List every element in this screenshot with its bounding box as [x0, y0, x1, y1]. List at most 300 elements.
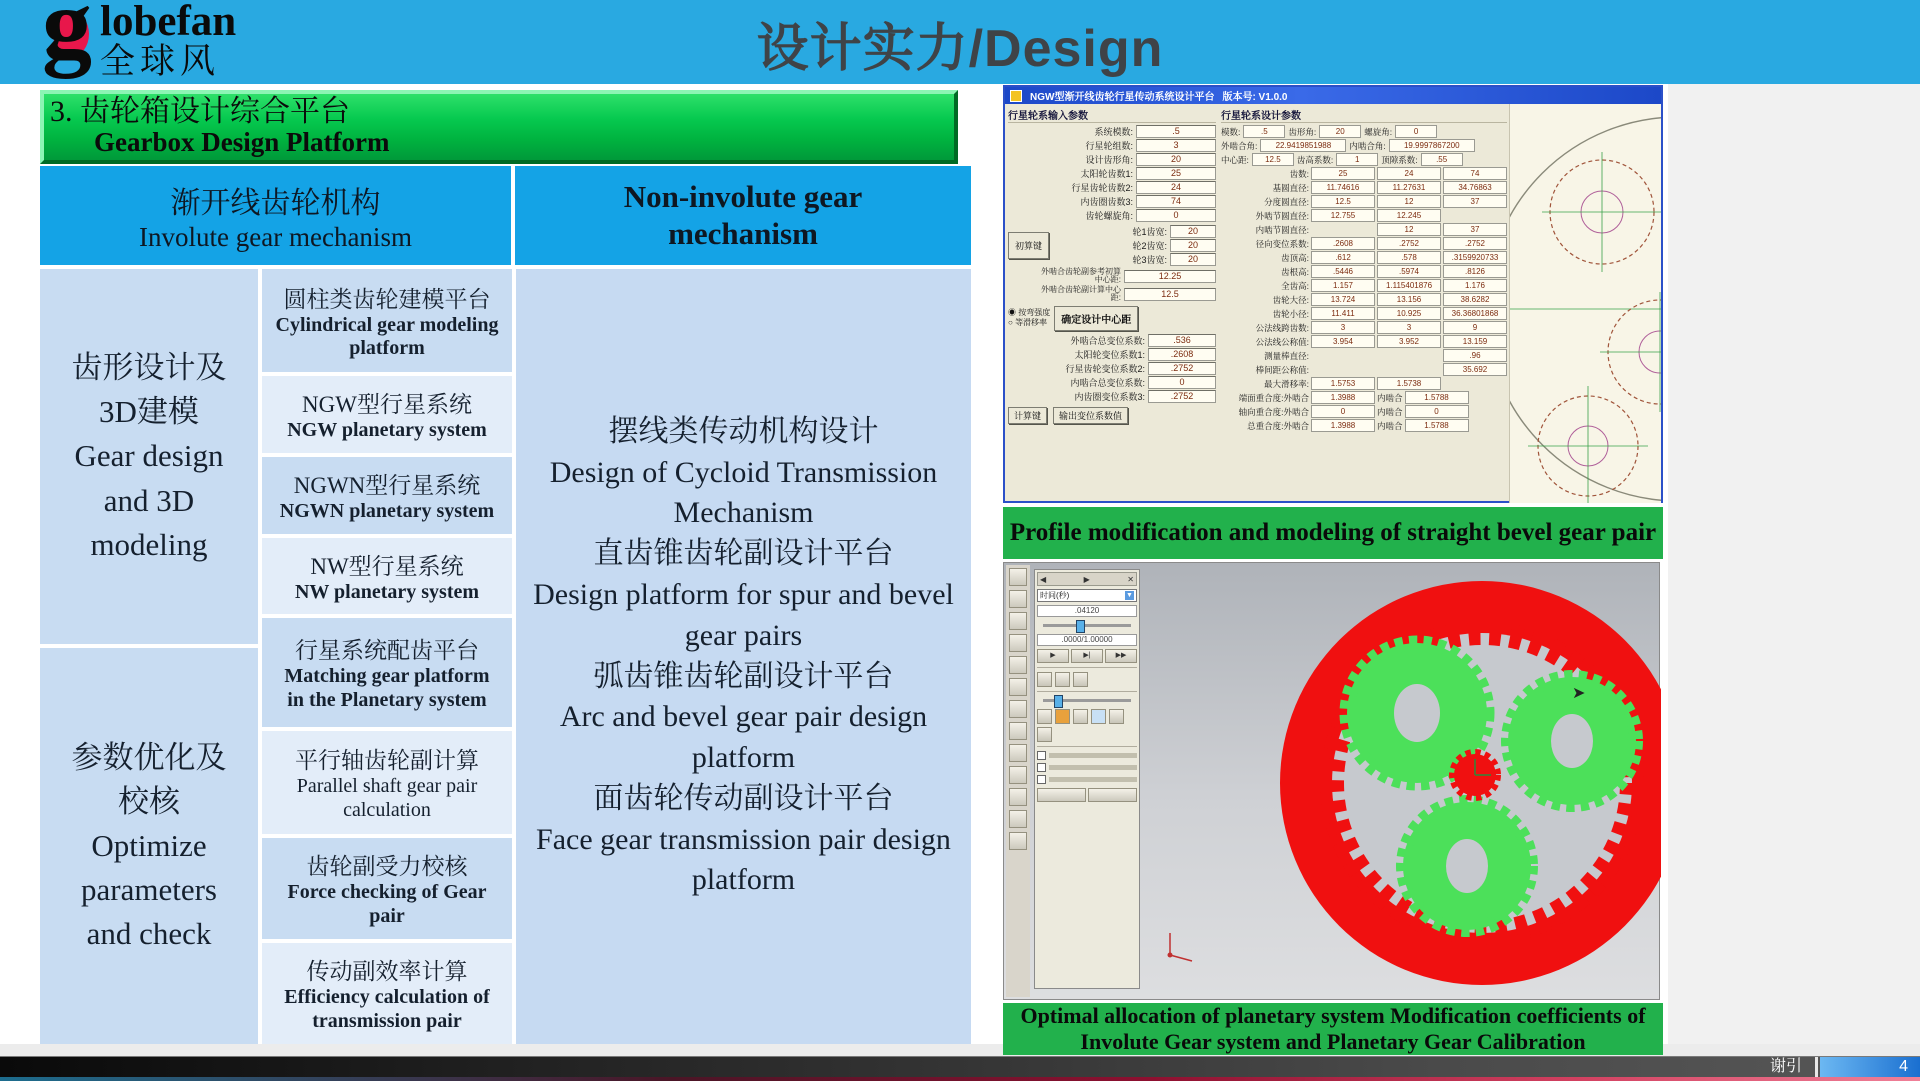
cad-window: [1003, 562, 1660, 1000]
param-label: 分度圆直径:: [1264, 196, 1309, 207]
param-value[interactable]: 1.176: [1443, 279, 1507, 292]
field-label: 螺旋角:: [1364, 126, 1393, 137]
field-value[interactable]: 19.9997867200: [1389, 139, 1475, 152]
input-fields: [1008, 125, 1216, 222]
param-value[interactable]: 0: [1405, 405, 1469, 418]
field-label: 模数:: [1221, 126, 1241, 137]
field-value[interactable]: .536: [1148, 334, 1216, 347]
cell-text-cn: 圆柱类齿轮建模平台: [283, 286, 491, 312]
cad-tool-icon[interactable]: [1009, 590, 1027, 608]
param-label: 最大滑移率:: [1264, 378, 1309, 389]
param-value[interactable]: 24: [1377, 167, 1441, 180]
dialog-field-row: [1008, 362, 1216, 375]
dialog-field-row: [1008, 195, 1216, 208]
table-cell: [262, 731, 512, 834]
field-label: 行星齿轮变位系数2:: [1065, 363, 1145, 374]
design-param-row: [1221, 237, 1507, 250]
field-label: 齿轮螺旋角:: [1085, 211, 1133, 221]
field-label: 系统模数:: [1094, 127, 1133, 137]
design-param-row: [1221, 223, 1507, 236]
param-value[interactable]: .612: [1311, 251, 1375, 264]
cell-text-en: Parallel shaft gear pair calculation: [296, 775, 478, 821]
cad-tool-icon[interactable]: [1009, 766, 1027, 784]
design-param-row: [1221, 349, 1507, 362]
caption-top-text: Profile modification and modeling of straight bevel gear pair: [1009, 519, 1657, 546]
table-cell-group: [40, 648, 258, 1044]
dialog-titlebar[interactable]: [1005, 87, 1661, 104]
cad-tool-icon[interactable]: [1009, 700, 1027, 718]
section-title-en: Gearbox Design Platform: [94, 127, 390, 157]
table-cell-group: [40, 269, 258, 644]
param-value[interactable]: 36.36801868: [1443, 307, 1507, 320]
dialog-field-row: [1008, 348, 1216, 361]
field-value[interactable]: 3: [1136, 139, 1216, 152]
param-label: 公法线公称值:: [1255, 336, 1309, 347]
param-value[interactable]: 38.6282: [1443, 293, 1507, 306]
initial-calc-button[interactable]: 初算键: [1008, 232, 1049, 259]
param-value[interactable]: 37: [1443, 223, 1507, 236]
dialog-field-row: [1008, 125, 1216, 138]
time-unit-label: 时间(秒): [1040, 591, 1070, 600]
cad-tool-icon[interactable]: [1009, 678, 1027, 696]
param-label: 全齿高:: [1281, 280, 1309, 291]
param-value[interactable]: 3.954: [1311, 335, 1375, 348]
cell-text-cn: 齿轮副受力校核: [306, 854, 468, 880]
design-overlap-row: [1221, 391, 1507, 404]
table-cell-line: 3D建模: [99, 394, 199, 430]
dialog-field-row: [1053, 253, 1216, 266]
field-value[interactable]: 0: [1136, 209, 1216, 222]
param-value[interactable]: 3: [1311, 321, 1375, 334]
param-value[interactable]: .578: [1377, 251, 1441, 264]
field-value[interactable]: .5: [1243, 125, 1285, 138]
param-value[interactable]: 1.115401876: [1377, 279, 1441, 292]
dialog-field-row: [1053, 239, 1216, 252]
shift-coefficient-fields: [1008, 334, 1216, 403]
param-label: 齿轮大径:: [1272, 294, 1309, 305]
dialog-title: NGW型渐开线齿轮行星传动系统设计平台: [1030, 92, 1215, 103]
field-value[interactable]: 25: [1136, 167, 1216, 180]
dropdown-icon: ▼: [1126, 592, 1133, 599]
param-label: 外啮节圆直径:: [1255, 210, 1309, 221]
cell-text-en: NW planetary system: [294, 580, 480, 603]
table-cell-line: 摆线类传动机构设计: [608, 414, 879, 448]
design-top-row: [1221, 125, 1507, 138]
dialog-field-row: [1008, 376, 1216, 389]
table-cell-line: and check: [86, 916, 212, 952]
param-label: 内啮合: [1377, 406, 1403, 417]
table-cell: [262, 538, 512, 614]
dialog-system-icon: [1010, 90, 1022, 102]
design-overlap-rows: [1221, 391, 1507, 432]
design-param-row: [1221, 377, 1507, 390]
field-label: 外啮合齿轮副参考初算中心距:: [1041, 267, 1121, 285]
design-param-rows: [1221, 167, 1507, 390]
cell-text-cn: NW型行星系统: [310, 553, 464, 579]
table-cell-line: 弧齿锥齿轮副设计平台: [593, 659, 894, 693]
param-label: 内啮节圆直径:: [1255, 224, 1309, 235]
design-param-row: [1221, 307, 1507, 320]
cad-tool-icon[interactable]: [1009, 568, 1027, 586]
field-label: 内啮合总变位系数:: [1070, 377, 1145, 388]
logo-text-en: lobefan: [100, 0, 237, 45]
cell-text-en: Cylindrical gear modeling platform: [275, 313, 499, 360]
caption-top: [1003, 507, 1663, 559]
panel-mini-icon[interactable]: [1055, 709, 1070, 724]
param-label: 齿顶高:: [1281, 252, 1309, 263]
param-label: 基圆直径:: [1272, 182, 1309, 193]
field-value[interactable]: 0: [1148, 376, 1216, 389]
footer-bar: [0, 1056, 1920, 1077]
design-overlap-row: [1221, 405, 1507, 418]
section-title-cn: 3. 齿轮箱设计综合平台: [50, 95, 350, 128]
param-label: 内啮合: [1377, 392, 1403, 403]
table-header-non-involute: Non-involute gear mechanism: [515, 166, 971, 265]
dialog-field-row: [1008, 153, 1216, 166]
design-param-row: [1221, 335, 1507, 348]
center-distance-fields: [1008, 268, 1216, 303]
param-value[interactable]: 74: [1443, 167, 1507, 180]
param-value[interactable]: 1.3988: [1311, 391, 1375, 404]
field-label: 轮1齿宽:: [1132, 227, 1167, 237]
dialog-field-row: [1008, 268, 1216, 285]
design-top-row: [1221, 139, 1507, 152]
cell-text-en: NGW planetary system: [287, 419, 487, 442]
param-label: 总重合度:外啮合: [1247, 420, 1309, 431]
field-label: 顶隙系数:: [1381, 154, 1418, 165]
design-top-rows: [1221, 125, 1507, 166]
param-value[interactable]: 12: [1377, 223, 1441, 236]
param-value[interactable]: 25: [1311, 167, 1375, 180]
gear-design-dialog: [1003, 85, 1663, 503]
param-value[interactable]: .8126: [1443, 265, 1507, 278]
param-value[interactable]: 9: [1443, 321, 1507, 334]
radio-bend-strength[interactable]: ◉ 按弯强度: [1008, 307, 1051, 317]
dialog-gear-drawing: [1509, 104, 1661, 503]
time-unit-select[interactable]: [1037, 589, 1137, 602]
fast-forward-button[interactable]: ▶▶: [1105, 649, 1137, 663]
table-cell-line: Optimize: [91, 827, 207, 863]
cad-animation-panel: [1034, 569, 1140, 989]
panel-mini-icon[interactable]: [1037, 709, 1052, 724]
field-label: 齿形角:: [1288, 126, 1317, 137]
planetary-gear-render: [1142, 563, 1661, 999]
play-button[interactable]: ▶: [1037, 649, 1069, 663]
panel-checkbox-row[interactable]: [1037, 763, 1137, 772]
dialog-field-row: [1008, 209, 1216, 222]
field-label: 太阳轮变位系数1:: [1074, 349, 1145, 360]
design-param-row: [1221, 209, 1507, 222]
table-cell-line: 参数优化及: [71, 739, 227, 775]
range-value[interactable]: .0000/1.00000: [1037, 634, 1137, 646]
panel-mini-icon[interactable]: [1073, 672, 1088, 687]
panel-forward-icon[interactable]: ▶: [1083, 574, 1090, 584]
param-value[interactable]: 3: [1377, 321, 1441, 334]
slider-knob[interactable]: [1076, 620, 1085, 633]
field-value[interactable]: 12.25: [1124, 270, 1216, 283]
field-label: 外啮合齿轮副计算中心距:: [1041, 284, 1121, 303]
panel-mini-icon[interactable]: [1109, 709, 1124, 724]
cad-tool-icon[interactable]: [1009, 810, 1027, 828]
design-param-row: [1221, 195, 1507, 208]
dialog-body: [1005, 104, 1661, 503]
cad-toolbar[interactable]: [1006, 565, 1030, 997]
param-value[interactable]: 12: [1377, 195, 1441, 208]
cell-text-en: Force checking of Gear pair: [287, 881, 487, 927]
panel-mini-icon[interactable]: [1037, 672, 1052, 687]
cad-tool-icon[interactable]: [1009, 788, 1027, 806]
caption-bottom-line1: Optimal allocation of planetary system Modification coefficients of: [1020, 1003, 1646, 1029]
panel-titlebar[interactable]: [1037, 572, 1137, 586]
param-value[interactable]: 1.5738: [1377, 377, 1441, 390]
field-value[interactable]: .2752: [1148, 362, 1216, 375]
design-param-row: [1221, 251, 1507, 264]
cad-tool-icon[interactable]: [1009, 744, 1027, 762]
param-value[interactable]: .5446: [1311, 265, 1375, 278]
cell-text-en: NGWN planetary system: [279, 499, 495, 522]
dialog-field-row: [1008, 139, 1216, 152]
table-cell-line: modeling: [90, 526, 208, 562]
cad-tool-icon[interactable]: [1009, 612, 1027, 630]
param-value[interactable]: 13.724: [1311, 293, 1375, 306]
param-value[interactable]: 12.5: [1311, 195, 1375, 208]
param-value[interactable]: 37: [1443, 195, 1507, 208]
cell-text-cn: NGW型行星系统: [302, 392, 472, 418]
strength-radios[interactable]: [1008, 308, 1050, 329]
cell-text-cn: 平行轴齿轮副计算: [295, 748, 479, 774]
table-right-cell: [516, 269, 971, 1044]
design-overlap-row: [1221, 419, 1507, 432]
param-value[interactable]: .96: [1443, 349, 1507, 362]
table-cell-line: parameters: [81, 872, 217, 907]
panel-icon-row[interactable]: [1037, 672, 1137, 687]
field-label: 齿高系数:: [1296, 154, 1334, 165]
dialog-design-group: [1219, 104, 1509, 503]
param-value[interactable]: 1.157: [1311, 279, 1375, 292]
design-param-row: [1221, 265, 1507, 278]
table-cell-line: 校核: [118, 783, 180, 819]
table-cell: [262, 457, 512, 534]
param-label: 端面重合度:外啮合: [1238, 392, 1309, 403]
cad-tool-icon[interactable]: [1009, 832, 1027, 850]
param-value[interactable]: .2752: [1443, 237, 1507, 250]
panel-mini-icon[interactable]: [1073, 709, 1088, 724]
cad-tool-icon[interactable]: [1009, 722, 1027, 740]
field-value[interactable]: 20: [1170, 225, 1216, 238]
field-value[interactable]: .2608: [1148, 348, 1216, 361]
table-cell: [262, 943, 512, 1044]
panel-mini-icon[interactable]: [1091, 709, 1106, 724]
design-param-row: [1221, 279, 1507, 292]
field-label: 中心距:: [1221, 154, 1249, 165]
input-group-legend: 行星轮系输入参数: [1008, 107, 1216, 123]
panel-mini-icon[interactable]: [1055, 672, 1070, 687]
slide-background-right: [1668, 84, 1920, 1056]
cell-text-cn: 传动副效率计算: [306, 959, 468, 985]
design-param-row: [1221, 363, 1507, 376]
param-label: 径向变位系数:: [1255, 238, 1309, 249]
param-value[interactable]: 35.692: [1443, 363, 1507, 376]
field-value[interactable]: 12.5: [1252, 153, 1294, 166]
param-value[interactable]: 1.3988: [1311, 419, 1375, 432]
panel-small-button[interactable]: [1037, 788, 1086, 802]
logo-text-cn: 全球风: [100, 42, 221, 81]
param-label: 齿根高:: [1281, 266, 1309, 277]
design-param-row: [1221, 321, 1507, 334]
panel-small-button[interactable]: [1088, 788, 1137, 802]
dialog-field-row: [1008, 181, 1216, 194]
table-cell: [262, 376, 512, 452]
field-label: 太阳轮齿数1:: [1080, 169, 1133, 179]
calc-button[interactable]: 计算键: [1008, 407, 1047, 424]
panel-checkbox-row[interactable]: [1037, 751, 1137, 760]
footer-divider: [1815, 1057, 1818, 1077]
param-label: 齿数:: [1289, 168, 1309, 179]
panel-checkbox-row[interactable]: [1037, 775, 1137, 784]
param-value[interactable]: 0: [1311, 405, 1375, 418]
header-bar: [0, 0, 1920, 84]
param-label: 内啮合: [1377, 420, 1403, 431]
cell-text-en: Efficiency calculation of transmission pair: [284, 986, 490, 1032]
param-value[interactable]: 10.925: [1377, 307, 1441, 320]
table-cell-line: Design platform for spur and bevel gear pairs: [533, 577, 954, 652]
time-value[interactable]: .04120: [1037, 605, 1137, 617]
field-label: 内齿圈变位系数3:: [1074, 391, 1145, 402]
field-value[interactable]: 24: [1136, 181, 1216, 194]
slider-knob[interactable]: [1054, 695, 1063, 708]
field-value[interactable]: .5: [1136, 125, 1216, 138]
table-cell-line: and 3D: [103, 482, 195, 518]
field-label: 内齿圈齿数3:: [1080, 197, 1133, 207]
param-value[interactable]: .2608: [1311, 237, 1375, 250]
field-label: 行星轮组数:: [1085, 141, 1133, 151]
table-cell: [262, 618, 512, 727]
confirm-center-distance-button[interactable]: 确定设计中心距: [1054, 306, 1138, 331]
param-value[interactable]: 34.76863: [1443, 181, 1507, 194]
param-value[interactable]: 3.952: [1377, 335, 1441, 348]
table-cell-line: Gear design: [74, 438, 224, 474]
panel-mini-icon[interactable]: [1037, 727, 1052, 742]
footer-credit: 谢引: [1769, 1058, 1802, 1075]
header-involute-cn: 渐开线齿轮机构: [170, 187, 381, 220]
output-shift-button[interactable]: 输出变位系数值: [1053, 407, 1128, 424]
caption-bottom-line2: Involute Gear system and Planetary Gear Calibration: [1080, 1029, 1586, 1054]
field-value[interactable]: 1: [1336, 153, 1378, 166]
field-value[interactable]: 20: [1170, 239, 1216, 252]
dialog-field-row: [1008, 390, 1216, 403]
cell-text-cn: 行星系统配齿平台: [295, 638, 479, 664]
param-value[interactable]: 11.74616: [1311, 181, 1375, 194]
header-involute-en: Involute gear mechanism: [139, 222, 412, 252]
param-value[interactable]: 12.245: [1377, 209, 1441, 222]
table-cell-line: 面齿轮传动副设计平台: [593, 781, 894, 815]
speed-slider[interactable]: [1043, 699, 1131, 702]
table-left-column: [40, 269, 258, 1044]
platform-table: [40, 166, 971, 1044]
cell-text-cn: NGWN型行星系统: [293, 472, 481, 498]
field-value[interactable]: 20: [1319, 125, 1361, 138]
cell-text-en: Matching gear platform in the Planetary system: [284, 665, 490, 712]
param-value[interactable]: 13.156: [1377, 293, 1441, 306]
field-value[interactable]: .55: [1421, 153, 1463, 166]
table-middle-column: [262, 269, 512, 1044]
step-button[interactable]: ▶|: [1071, 649, 1103, 663]
design-top-row: [1221, 153, 1507, 166]
param-label: 测量棒直径:: [1264, 350, 1309, 361]
field-value[interactable]: 22.9419851988: [1260, 139, 1346, 152]
mouse-cursor-icon: ➤: [1572, 683, 1586, 702]
width-fields: [1053, 224, 1216, 267]
dialog-field-row: [1053, 225, 1216, 238]
field-label: 外啮合角:: [1221, 140, 1258, 151]
time-slider[interactable]: [1043, 624, 1131, 627]
table-header-row: [40, 166, 971, 265]
panel-close-icon[interactable]: ✕: [1127, 574, 1134, 584]
design-group-legend: 行星轮系设计参数: [1221, 107, 1507, 123]
design-param-row: [1221, 167, 1507, 180]
cad-tool-icon[interactable]: [1009, 634, 1027, 652]
section-title-banner: [40, 90, 958, 164]
panel-back-icon[interactable]: ◀: [1040, 574, 1047, 584]
table-cell-line: 直齿锥齿轮副设计平台: [593, 537, 894, 571]
param-value[interactable]: 11.27631: [1377, 181, 1441, 194]
table-body: [40, 269, 971, 1044]
param-value[interactable]: 1.5753: [1311, 377, 1375, 390]
table-header-involute: [40, 166, 511, 265]
field-label: 轮2齿宽:: [1132, 241, 1167, 251]
dialog-field-row: [1008, 286, 1216, 303]
field-value[interactable]: 20: [1136, 153, 1216, 166]
radio-slip-rate[interactable]: ○ 等滑移率: [1008, 318, 1048, 328]
param-value[interactable]: 11.411: [1311, 307, 1375, 320]
table-cell-line: Face gear transmission pair design platform: [536, 822, 951, 897]
field-value[interactable]: 74: [1136, 195, 1216, 208]
dialog-field-row: [1008, 167, 1216, 180]
field-label: 设计齿形角:: [1085, 155, 1133, 165]
panel-icon-row[interactable]: [1037, 709, 1137, 742]
logo-g-glyph: g: [42, 0, 92, 79]
param-value[interactable]: 12.755: [1311, 209, 1375, 222]
planetary-sketch: [1510, 104, 1661, 503]
param-value[interactable]: 1.5788: [1405, 419, 1469, 432]
dialog-field-row: [1008, 334, 1216, 347]
page-number: 4: [1899, 1058, 1908, 1075]
field-value[interactable]: 12.5: [1124, 288, 1216, 301]
table-cell-line: Arc and bevel gear pair design platform: [559, 700, 928, 775]
table-cell-line: 齿形设计及: [71, 350, 227, 386]
param-value[interactable]: 13.159: [1443, 335, 1507, 348]
param-label: 轴向重合度:外啮合: [1238, 406, 1309, 417]
cad-tool-icon[interactable]: [1009, 656, 1027, 674]
field-value[interactable]: .2752: [1148, 390, 1216, 403]
dialog-input-group: [1005, 104, 1219, 503]
table-cell-line: Design of Cycloid Transmission Mechanism: [549, 455, 938, 530]
field-label: 外啮合总变位系数:: [1070, 335, 1145, 346]
design-param-row: [1221, 181, 1507, 194]
field-value[interactable]: 20: [1170, 253, 1216, 266]
field-value[interactable]: 0: [1395, 125, 1437, 138]
table-cell: [262, 269, 512, 372]
param-value[interactable]: .2752: [1377, 237, 1441, 250]
param-value[interactable]: .5974: [1377, 265, 1441, 278]
param-value[interactable]: 1.5788: [1405, 391, 1469, 404]
param-label: 棒间距公称值:: [1255, 364, 1309, 375]
field-label: 内啮合角:: [1349, 140, 1386, 151]
field-label: 行星齿轮齿数2:: [1071, 183, 1133, 193]
param-value[interactable]: .3159920733: [1443, 251, 1507, 264]
dialog-version: 版本号: V1.0.0: [1222, 92, 1288, 103]
param-label: 公法线跨齿数:: [1255, 322, 1309, 333]
